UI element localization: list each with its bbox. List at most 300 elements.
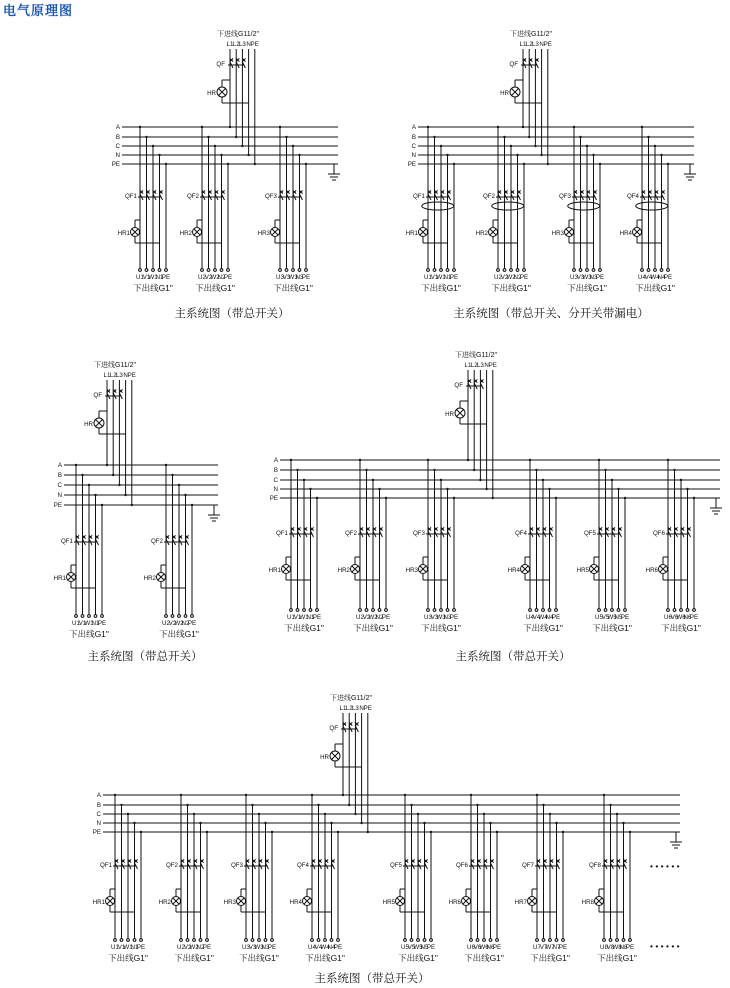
branch-breaker-label: QF2: [186, 193, 199, 200]
branch-lamp-label: HR3: [405, 567, 418, 574]
terminal-label: V3: [576, 274, 585, 281]
terminal-icon: [114, 939, 117, 942]
terminal-label: N3: [443, 614, 452, 621]
junction-dot: [423, 822, 425, 824]
terminal-label: V3: [282, 274, 291, 281]
junction-dot: [298, 154, 300, 156]
branch-breaker-label: QF5: [389, 862, 402, 869]
terminal-icon: [667, 269, 670, 272]
junction-dot: [214, 145, 216, 147]
rcd-sensor-icon: [636, 202, 668, 210]
terminal-icon: [536, 939, 539, 942]
terminal-label: U2: [177, 944, 185, 951]
bus-label: A: [411, 124, 416, 131]
terminal-label: N3: [589, 274, 598, 281]
junction-dot: [227, 163, 229, 165]
junction-dot: [629, 831, 631, 833]
terminal-label: PE: [663, 274, 673, 281]
terminal-icon: [178, 615, 181, 618]
terminal-label: PE: [449, 614, 459, 621]
junction-dot: [410, 804, 412, 806]
junction-dot: [510, 145, 512, 147]
terminal-label: N1: [306, 614, 315, 621]
terminal-label: U1: [136, 274, 144, 281]
phase-label: PE: [363, 705, 372, 712]
junction-dot: [305, 163, 307, 165]
terminal-label: W6: [479, 944, 489, 951]
terminal-icon: [317, 939, 320, 942]
junction-dot: [555, 822, 557, 824]
terminal-icon: [193, 939, 196, 942]
phase-label: L3: [238, 41, 246, 48]
terminal-icon: [604, 609, 607, 612]
terminal-icon: [285, 269, 288, 272]
terminal-label: V2: [362, 614, 371, 621]
terminal-icon: [184, 615, 187, 618]
bus-label: PE: [92, 829, 101, 836]
diagram-caption: 主系统图（带总开关）: [314, 973, 430, 985]
terminal-icon: [127, 939, 130, 942]
branch-breaker-label: QF6: [652, 530, 665, 537]
junction-dot: [536, 794, 538, 796]
terminal-icon: [165, 269, 168, 272]
terminal-label: PE: [333, 944, 343, 951]
junction-dot: [279, 126, 281, 128]
terminal-icon: [186, 939, 189, 942]
terminal-label: W1: [299, 614, 309, 621]
junction-dot: [611, 479, 613, 481]
junction-dot: [139, 126, 141, 128]
terminal-icon: [427, 269, 430, 272]
terminal-icon: [573, 269, 576, 272]
junction-dot: [258, 813, 260, 815]
branch-lamp-label: HR3: [257, 230, 270, 237]
outgoing-label: 下出线G1": [421, 283, 461, 293]
bus-label: B: [273, 467, 278, 474]
junction-dot: [592, 154, 594, 156]
diagram-caption: 主系统图（带总开关）: [455, 651, 571, 663]
junction-dot: [81, 474, 83, 476]
terminal-icon: [378, 609, 381, 612]
terminal-icon: [330, 939, 333, 942]
terminal-icon: [609, 939, 612, 942]
terminal-label: V4: [314, 944, 323, 951]
terminal-label: V1: [293, 614, 302, 621]
terminal-label: PE: [97, 620, 107, 627]
junction-dot: [433, 469, 435, 471]
terminal-label: N2: [375, 614, 384, 621]
branch-breaker-label: QF3: [264, 193, 277, 200]
phase-label: N: [484, 362, 489, 369]
junction-dot: [303, 479, 305, 481]
junction-dot: [430, 831, 432, 833]
terminal-label: PE: [519, 274, 529, 281]
terminal-icon: [667, 609, 670, 612]
terminal-label: N6: [683, 614, 692, 621]
junction-dot: [542, 479, 544, 481]
bus-label: A: [273, 457, 278, 464]
terminal-icon: [365, 609, 368, 612]
junction-dot: [165, 163, 167, 165]
terminal-icon: [227, 269, 230, 272]
schematic-diagram: [93, 693, 682, 985]
terminal-icon: [81, 615, 84, 618]
branch-breaker-label: QF6: [455, 862, 468, 869]
bus-label: A: [115, 124, 120, 131]
branch-lamp-label: HR4: [619, 230, 632, 237]
terminal-label: PE: [202, 944, 212, 951]
terminal-icon: [611, 609, 614, 612]
junction-dot: [453, 497, 455, 499]
terminal-label: PE: [312, 614, 322, 621]
terminal-icon: [603, 939, 606, 942]
ellipsis-lower: • • • • • •: [650, 941, 680, 951]
terminal-label: PE: [381, 614, 391, 621]
junction-dot: [529, 459, 531, 461]
terminal-label: V6: [670, 614, 679, 621]
terminal-label: U4: [638, 274, 646, 281]
terminal-label: W1: [123, 944, 133, 951]
branch-lamp-label: HR6: [448, 899, 461, 906]
junction-dot: [316, 497, 318, 499]
main-breaker-label: QF: [216, 61, 225, 68]
junction-dot: [337, 831, 339, 833]
junction-dot: [207, 136, 209, 138]
terminal-label: N1: [130, 944, 139, 951]
phase-label: L3: [115, 372, 123, 379]
terminal-label: N4: [327, 944, 336, 951]
terminal-label: PE: [267, 944, 277, 951]
junction-dot: [309, 488, 311, 490]
terminal-label: N1: [155, 274, 164, 281]
bus-label: B: [96, 802, 101, 809]
ellipsis-upper: • • • • • •: [650, 861, 680, 871]
incoming-label: 下进线G11/2": [93, 362, 137, 369]
junction-dot: [417, 813, 419, 815]
terminal-label: U2: [198, 274, 206, 281]
terminal-icon: [453, 609, 456, 612]
junction-dot: [562, 831, 564, 833]
terminal-icon: [264, 939, 267, 942]
terminal-icon: [686, 609, 689, 612]
branch-breaker-label: QF1: [124, 193, 137, 200]
terminal-icon: [423, 939, 426, 942]
terminal-icon: [510, 269, 513, 272]
junction-dot: [693, 497, 695, 499]
terminal-icon: [542, 609, 545, 612]
terminal-icon: [629, 939, 632, 942]
outgoing-label: 下出线G1": [174, 953, 214, 963]
terminal-icon: [139, 269, 142, 272]
terminal-label: N5: [614, 614, 623, 621]
diagram-caption: 主系统图（带总开关）: [87, 651, 203, 663]
branch-breaker-label: QF3: [412, 530, 425, 537]
terminal-icon: [258, 939, 261, 942]
terminal-label: W3: [288, 274, 298, 281]
bus-label: N: [115, 152, 120, 159]
junction-dot: [573, 126, 575, 128]
junction-dot: [140, 831, 142, 833]
terminal-label: U1: [72, 620, 80, 627]
phase-label: L2: [109, 372, 117, 379]
junction-dot: [453, 163, 455, 165]
phase-label: N: [246, 41, 251, 48]
terminal-icon: [433, 609, 436, 612]
junction-dot: [145, 136, 147, 138]
terminal-label: N8: [619, 944, 628, 951]
branch-lamp-label: HR5: [576, 567, 589, 574]
terminal-icon: [440, 609, 443, 612]
junction-dot: [133, 822, 135, 824]
terminal-label: N2: [513, 274, 522, 281]
rcd-sensor-icon: [422, 202, 454, 210]
terminal-label: PE: [492, 944, 502, 951]
terminal-icon: [489, 939, 492, 942]
terminal-label: V8: [606, 944, 615, 951]
outgoing-label: 下出线G1": [108, 953, 148, 963]
terminal-icon: [101, 615, 104, 618]
branch-lamp-label: HR1: [117, 230, 130, 237]
branch-breaker-label: QF8: [588, 862, 601, 869]
phase-label: L2: [525, 41, 533, 48]
terminal-icon: [529, 609, 532, 612]
bus-label: B: [411, 134, 416, 141]
branch-breaker-label: QF1: [60, 538, 73, 545]
branch-breaker-label: QF1: [275, 530, 288, 537]
terminal-label: PE: [161, 274, 171, 281]
terminal-icon: [404, 939, 407, 942]
phase-label: L3: [351, 705, 359, 712]
terminal-label: V4: [644, 274, 653, 281]
incoming-label: 下进线G11/2": [454, 352, 498, 359]
junction-dot: [193, 813, 195, 815]
junction-dot: [114, 794, 116, 796]
schematic-diagram: [54, 360, 220, 663]
terminal-icon: [476, 939, 479, 942]
diagram-caption: 主系统图（带总开关、分开关带漏电）: [453, 308, 649, 320]
junction-dot: [178, 484, 180, 486]
junction-dot: [292, 145, 294, 147]
outgoing-label: 下出线G1": [69, 629, 109, 639]
terminal-icon: [417, 939, 420, 942]
terminal-label: U1: [111, 944, 119, 951]
terminal-label: U6: [664, 614, 672, 621]
terminal-label: U3: [276, 274, 284, 281]
junction-dot: [535, 469, 537, 471]
branch-breaker-label: QF3: [230, 862, 243, 869]
terminal-label: PE: [595, 274, 605, 281]
terminal-icon: [555, 939, 558, 942]
terminal-icon: [579, 269, 582, 272]
terminal-icon: [680, 609, 683, 612]
terminal-icon: [542, 939, 545, 942]
terminal-label: N2: [196, 944, 205, 951]
terminal-icon: [279, 269, 282, 272]
schematic-diagram: [269, 350, 722, 663]
terminal-label: U5: [401, 944, 409, 951]
branch-lamp-label: HR2: [179, 230, 192, 237]
branch-lamp-label: HR3: [223, 899, 236, 906]
junction-dot: [120, 804, 122, 806]
schematic-diagram: [112, 29, 340, 320]
junction-dot: [378, 488, 380, 490]
terminal-label: PE: [558, 944, 568, 951]
branch-breaker-label: QF5: [583, 530, 596, 537]
junction-dot: [88, 484, 90, 486]
junction-dot: [440, 145, 442, 147]
phase-label: PE: [543, 41, 552, 48]
main-breaker-label: QF: [329, 725, 338, 732]
terminal-label: U5: [595, 614, 603, 621]
phase-label: PE: [488, 362, 497, 369]
terminal-label: N3: [261, 944, 270, 951]
junction-dot: [264, 822, 266, 824]
terminal-label: U4: [308, 944, 316, 951]
terminal-icon: [359, 609, 362, 612]
junction-dot: [673, 469, 675, 471]
junction-dot: [446, 154, 448, 156]
junction-dot: [586, 145, 588, 147]
phase-label: PE: [127, 372, 136, 379]
terminal-icon: [616, 939, 619, 942]
terminal-label: U1: [424, 274, 432, 281]
bus-label: PE: [111, 161, 120, 168]
junction-dot: [324, 813, 326, 815]
junction-dot: [171, 474, 173, 476]
junction-dot: [686, 488, 688, 490]
junction-dot: [75, 464, 77, 466]
terminal-icon: [410, 939, 413, 942]
junction-dot: [523, 163, 525, 165]
terminal-icon: [624, 609, 627, 612]
terminal-label: W3: [582, 274, 592, 281]
terminal-label: V5: [407, 944, 416, 951]
main-lamp-label: HR: [320, 754, 329, 761]
bus-label: A: [96, 792, 101, 799]
outgoing-label: 下出线G1": [305, 953, 345, 963]
terminal-label: W6: [676, 614, 686, 621]
junction-dot: [476, 804, 478, 806]
outgoing-label: 下出线G1": [491, 283, 531, 293]
terminal-label: W2: [189, 944, 199, 951]
outgoing-label: 下出线G1": [398, 953, 438, 963]
terminal-icon: [140, 939, 143, 942]
terminal-icon: [133, 939, 136, 942]
branch-lamp-label: HR4: [507, 567, 520, 574]
terminal-icon: [622, 939, 625, 942]
terminal-icon: [535, 609, 538, 612]
junction-dot: [296, 469, 298, 471]
bus-label: PE: [269, 495, 278, 502]
branch-breaker-label: QF1: [412, 193, 425, 200]
terminal-label: V2: [204, 274, 213, 281]
branch-breaker-label: QF4: [626, 193, 639, 200]
branch-lamp-label: HR1: [92, 899, 105, 906]
terminal-icon: [180, 939, 183, 942]
terminal-icon: [75, 615, 78, 618]
terminal-label: PE: [625, 944, 635, 951]
terminal-icon: [311, 939, 314, 942]
bus-label: C: [273, 477, 278, 484]
terminal-label: U3: [570, 274, 578, 281]
terminal-label: PE: [449, 274, 459, 281]
terminal-icon: [298, 269, 301, 272]
terminal-label: V2: [500, 274, 509, 281]
outgoing-label: 下出线G1": [661, 623, 701, 633]
junction-dot: [598, 459, 600, 461]
outgoing-label: 下出线G1": [239, 953, 279, 963]
junction-dot: [483, 813, 485, 815]
terminal-icon: [296, 609, 299, 612]
terminal-label: V1: [430, 274, 439, 281]
junction-dot: [446, 488, 448, 490]
terminal-label: W2: [506, 274, 516, 281]
junction-dot: [427, 459, 429, 461]
branch-lamp-label: HR8: [581, 899, 594, 906]
phase-label: L2: [232, 41, 240, 48]
schematic-diagram: [406, 29, 696, 320]
rcd-sensor-icon: [492, 202, 524, 210]
terminal-label: W1: [148, 274, 158, 281]
terminal-icon: [158, 269, 161, 272]
junction-dot: [667, 163, 669, 165]
junction-dot: [667, 459, 669, 461]
branch-lamp-label: HR1: [53, 575, 66, 582]
phase-label: L1: [519, 41, 527, 48]
outgoing-label: 下出线G1": [597, 953, 637, 963]
terminal-icon: [641, 269, 644, 272]
branch-lamp-label: HR3: [551, 230, 564, 237]
phase-label: L3: [476, 362, 484, 369]
rcd-sensor-icon: [568, 202, 600, 210]
branch-lamp-label: HR2: [143, 575, 156, 582]
outgoing-label: 下出线G1": [159, 629, 199, 639]
terminal-icon: [496, 939, 499, 942]
terminal-icon: [309, 609, 312, 612]
bus-label: PE: [407, 161, 416, 168]
terminal-label: U6: [467, 944, 475, 951]
branch-breaker-label: QF2: [165, 862, 178, 869]
main-lamp-label: HR: [445, 411, 454, 418]
incoming-label: 下进线G11/2": [216, 31, 260, 38]
terminal-icon: [693, 609, 696, 612]
junction-dot: [427, 126, 429, 128]
branch-breaker-label: QF3: [558, 193, 571, 200]
phase-label: L3: [531, 41, 539, 48]
terminal-label: N2: [217, 274, 226, 281]
branch-breaker-label: QF4: [514, 530, 527, 537]
terminal-icon: [433, 269, 436, 272]
terminal-icon: [555, 609, 558, 612]
main-breaker-label: QF: [454, 382, 463, 389]
bus-label: PE: [53, 502, 62, 509]
junction-dot: [542, 804, 544, 806]
terminal-label: U1: [287, 614, 295, 621]
terminal-label: U2: [356, 614, 364, 621]
branch-breaker-label: QF2: [150, 538, 163, 545]
junction-dot: [220, 154, 222, 156]
terminal-icon: [599, 269, 602, 272]
branch-lamp-label: HR2: [337, 567, 350, 574]
junction-dot: [641, 126, 643, 128]
bus-label: N: [96, 820, 101, 827]
outgoing-label: 下出线G1": [195, 283, 235, 293]
terminal-icon: [470, 939, 473, 942]
terminal-icon: [430, 939, 433, 942]
terminal-icon: [290, 609, 293, 612]
terminal-icon: [385, 609, 388, 612]
branch-breaker-label: QF1: [99, 862, 112, 869]
